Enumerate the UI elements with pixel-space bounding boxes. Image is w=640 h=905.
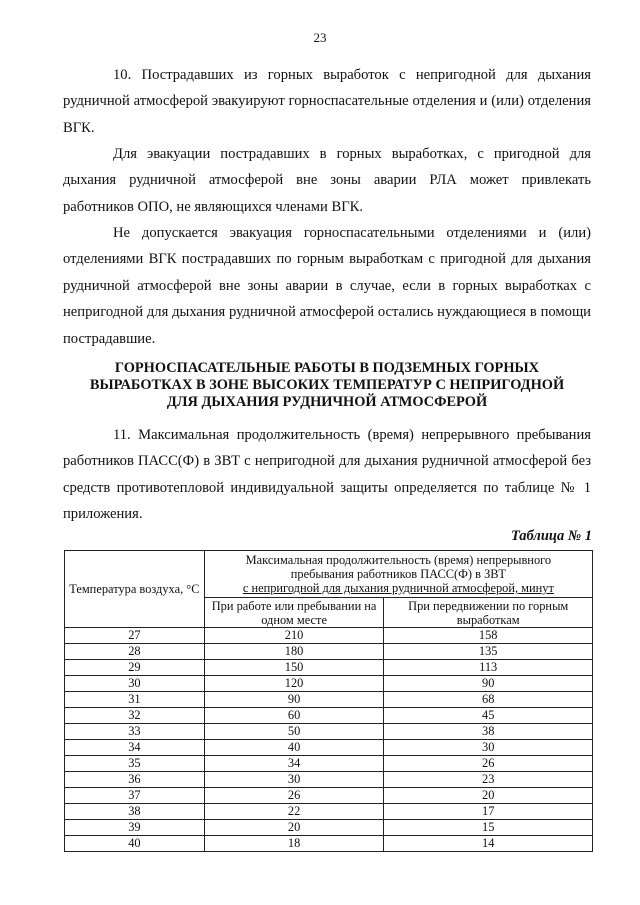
- cell-stationary-minutes: 210: [204, 628, 384, 644]
- cell-stationary-minutes: 50: [204, 724, 384, 740]
- cell-temperature: 35: [65, 756, 205, 772]
- cell-moving-minutes: 135: [384, 644, 593, 660]
- table-row: [65, 724, 593, 740]
- header-moving: При передвижении по горным выработкам: [384, 598, 593, 628]
- cell-stationary-minutes: 34: [204, 756, 384, 772]
- header-duration: Максимальная продолжительность (время) непрерывного пребывания работников ПАСС(Ф) в ЗВТ с непригодной для дыхания рудничной атмосферой, минут: [204, 551, 592, 598]
- cell-moving-minutes: 113: [384, 660, 593, 676]
- cell-stationary-minutes: 120: [204, 676, 384, 692]
- paragraph-10: 10. Пострадавших из горных выработок с непригодной для дыхания рудничной атмосферой эвакуируют горноспасательные отделения и (или) отделения ВГК.: [63, 67, 591, 136]
- cell-temperature: 36: [65, 772, 205, 788]
- table-row: [65, 740, 593, 756]
- table-row: [65, 692, 593, 708]
- table-row: [65, 756, 593, 772]
- table-caption: Таблица № 1: [510, 528, 592, 544]
- heading-line-1: ГОРНОСПАСАТЕЛЬНЫЕ РАБОТЫ В ПОДЗЕМНЫХ ГОРНЫХ: [114, 360, 540, 376]
- header-temperature: Температура воздуха, °С: [65, 551, 205, 628]
- cell-temperature: 40: [65, 836, 205, 852]
- cell-stationary-minutes: 40: [204, 740, 384, 756]
- cell-temperature: 30: [65, 676, 205, 692]
- cell-temperature: 34: [65, 740, 205, 756]
- table-row: [65, 676, 593, 692]
- cell-moving-minutes: 38: [384, 724, 593, 740]
- cell-stationary-minutes: 22: [204, 804, 384, 820]
- temperature-table: [64, 550, 593, 852]
- heading-line-3: ДЛЯ ДЫХАНИЯ РУДНИЧНОЙ АТМОСФЕРОЙ: [166, 394, 488, 410]
- table-row: [65, 820, 593, 836]
- cell-stationary-minutes: 90: [204, 692, 384, 708]
- cell-moving-minutes: 158: [384, 628, 593, 644]
- cell-temperature: 28: [65, 644, 205, 660]
- cell-temperature: 37: [65, 788, 205, 804]
- paragraph-not-allowed: Не допускается эвакуация горноспасательными отделениями и (или) отделениями ВГК пострадавших по горным выработкам с пригодной для дыхания рудничной атмосферой вне зоны аварии в случае, если в горных выработках с непригодной для дыхания рудничной атмосферой остались нуждающиеся в помощи пострадавшие.: [63, 225, 591, 347]
- cell-stationary-minutes: 20: [204, 820, 384, 836]
- cell-moving-minutes: 26: [384, 756, 593, 772]
- table-row: [65, 836, 593, 852]
- table-row: [65, 644, 593, 660]
- cell-moving-minutes: 17: [384, 804, 593, 820]
- table-row: [65, 788, 593, 804]
- cell-temperature: 32: [65, 708, 205, 724]
- cell-moving-minutes: 30: [384, 740, 593, 756]
- table-row: [65, 708, 593, 724]
- table-row: [65, 660, 593, 676]
- paragraph-11: 11. Максимальная продолжительность (время) непрерывного пребывания работников ПАСС(Ф) в ЗВТ с непригодной для дыхания рудничной атмосферой без средств противотепловой индивидуальной защиты определяется по таблице № 1 приложения.: [63, 427, 591, 523]
- cell-stationary-minutes: 30: [204, 772, 384, 788]
- cell-moving-minutes: 90: [384, 676, 593, 692]
- heading-line-2: ВЫРАБОТКАХ В ЗОНЕ ВЫСОКИХ ТЕМПЕРАТУР С НЕПРИГОДНОЙ: [89, 377, 565, 393]
- cell-stationary-minutes: 180: [204, 644, 384, 660]
- page-number: 23: [313, 30, 327, 45]
- table-row: [65, 628, 593, 644]
- paragraph-evacuation-rla: Для эвакуации пострадавших в горных выработках, с пригодной для дыхания рудничной атмосферой вне зоны аварии РЛА может привлекать работников ОПО, не являющихся членами ВГК.: [63, 146, 591, 215]
- cell-moving-minutes: 68: [384, 692, 593, 708]
- section-heading: [70, 360, 584, 411]
- header-stationary: При работе или пребывании на одном месте: [204, 598, 384, 628]
- cell-stationary-minutes: 60: [204, 708, 384, 724]
- cell-temperature: 31: [65, 692, 205, 708]
- cell-moving-minutes: 23: [384, 772, 593, 788]
- table-row: [65, 804, 593, 820]
- cell-moving-minutes: 14: [384, 836, 593, 852]
- cell-temperature: 33: [65, 724, 205, 740]
- cell-temperature: 27: [65, 628, 205, 644]
- cell-moving-minutes: 15: [384, 820, 593, 836]
- cell-stationary-minutes: 26: [204, 788, 384, 804]
- cell-temperature: 38: [65, 804, 205, 820]
- cell-temperature: 29: [65, 660, 205, 676]
- table-row: [65, 772, 593, 788]
- cell-temperature: 39: [65, 820, 205, 836]
- cell-stationary-minutes: 18: [204, 836, 384, 852]
- cell-moving-minutes: 45: [384, 708, 593, 724]
- cell-stationary-minutes: 150: [204, 660, 384, 676]
- cell-moving-minutes: 20: [384, 788, 593, 804]
